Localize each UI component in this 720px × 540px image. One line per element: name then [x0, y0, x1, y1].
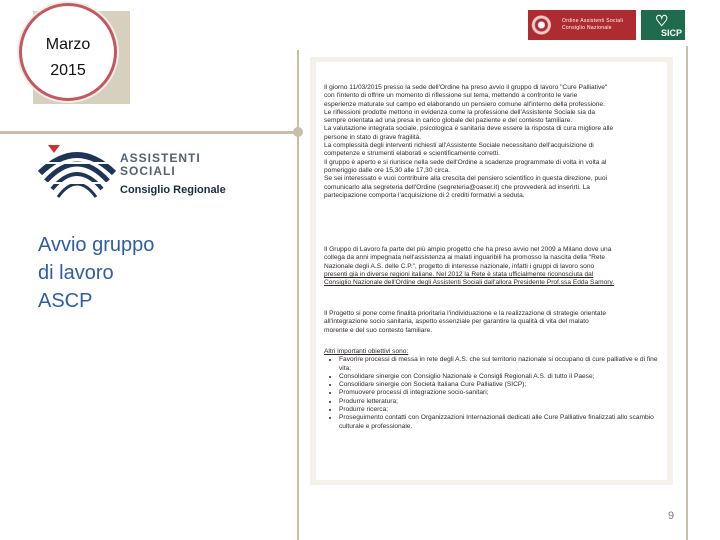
doc-line: comunicarlo alla segreteria dell'Ordine (segreteria@oaser.it) che provvederà ad inserirti. La — [324, 183, 590, 191]
doc-line: collega da anni impegnata nell'assistenza ai malati inguaribili ha promosso la nascita della "Rete — [324, 254, 606, 262]
sicp-mark-icon: ♡ — [655, 13, 669, 30]
doc-line: Il giorno 11/03/2015 presso la sede dell'Ordine ha preso avvio il gruppo di lavoro "Cure Palliative" — [324, 84, 608, 91]
objectives-list — [324, 356, 661, 431]
doc-line: La valutazione integrata sociale, psicologica e sanitaria deve essere la risposta di cura migliore alle — [324, 125, 614, 133]
badge-year: 2015 — [50, 62, 86, 79]
doc-line: presenti già in diverse regioni italiane. Nel 2012 la Rete è stata ufficialmente riconosciuta dal — [324, 270, 594, 278]
document-page — [316, 62, 667, 480]
assistenti-sociali-mark-icon — [38, 143, 116, 201]
paragraph-intro — [324, 84, 661, 200]
list-item: • Produrre letteratura; — [339, 398, 661, 406]
doc-line: persone in stato di grave fragilità. — [324, 133, 422, 141]
objectives-section — [324, 348, 661, 431]
list-item: • Consolidare sinergie con Consiglio Nazionale e Consigli Regionali A.S. di tutto il Paese; — [339, 373, 661, 381]
list-item: • Favorire processi di messa in rete degli A.S. che sul territorio nazionale si occupano di cure palliative e di fine vita; — [339, 356, 661, 373]
doc-line: morente e del suo contesto familiare. — [324, 326, 433, 334]
list-item: • Consolidare sinergie con Società Italiana Cure Palliative (SICP); — [339, 381, 661, 389]
sicp-logo — [641, 10, 685, 40]
title-line: di lavoro — [38, 262, 114, 284]
title-line: ASCP — [38, 290, 93, 312]
doc-line: con l'intento di offrire un momento di riflessione sul tema, mettendo a confronto le varie — [324, 92, 578, 100]
objectives-heading: Altri importanti obiettivi sono: — [324, 348, 409, 355]
paragraph-network — [324, 246, 661, 287]
doc-line: all'integrazione socio sanitaria, aspetto essenziale per garantire la qualità di vita del malato — [324, 318, 589, 326]
title-line: Avvio gruppo — [38, 234, 155, 256]
date-badge — [19, 3, 117, 101]
doc-line: partecipazione comporta l'acquisizione di 2 crediti formativi a seduta. — [324, 191, 525, 199]
doc-line: competenze e strumenti elaborati e scientificamente corretti. — [324, 150, 500, 158]
assistenti-sociali-logo — [38, 143, 240, 201]
page-number: 9 — [668, 510, 675, 522]
doc-line: Nazionale degli A.S. delle C.P.", progetto di interesse nazionale, infatti i gruppi di lavoro sono — [324, 262, 595, 270]
ordine-mark-icon — [531, 12, 557, 38]
as-logo-line1: ASSISTENTI — [120, 151, 201, 165]
doc-line: esperienze maturate sul campo ed elaborando un pensiero comune all'interno della professione. — [324, 100, 605, 108]
vertical-divider — [297, 50, 299, 540]
list-item: • Proseguimento contatti con Organizzazioni Internazionali dedicati alle Cure Palliative finalizzati allo scambio culturale e professionale. — [339, 414, 661, 431]
doc-line: Il Gruppo di Lavoro fa parte del più ampio progetto che ha preso avvio nel 2009 a Milano dove una — [324, 246, 612, 253]
badge-month: Marzo — [45, 36, 91, 53]
ordine-logo-text: Ordine Assistenti Sociali Consiglio Nazionale — [562, 18, 624, 31]
as-logo-line2: SOCIALI — [120, 164, 176, 178]
list-item: • Produrre ricerca; — [339, 406, 661, 414]
list-item: • Promuovere processi di integrazione socio-sanitari; — [339, 389, 661, 397]
doc-line: Il gruppo è aperto e si riunisce nella sede dell'Ordine a scadenze programmate di volta in volta al — [324, 158, 607, 166]
doc-line: La complessità degli interventi richiesti all'Assistente Sociale necessitano dell'acquisizione di — [324, 142, 594, 150]
right-divider — [686, 46, 688, 540]
horizontal-divider — [0, 131, 297, 134]
sicp-logo-text: SICP — [660, 28, 682, 38]
doc-line: sempre orientata ad una presa in carico globale del paziente e del contesto familiare. — [324, 117, 573, 125]
doc-line: Le riflessioni prodotte mettono in evidenza come la professione dell'Assistente Sociale sia da — [324, 108, 596, 116]
ordine-logo — [528, 10, 636, 40]
doc-line: Consiglio Nazionale dell'Ordine degli Assistenti Sociali dall'allora Presidente Prof.ssa Edda Samory. — [324, 279, 615, 287]
doc-line: pomeriggio dalle ore 15,30 alle 17,30 circa. — [324, 166, 451, 174]
doc-line: Il Progetto si pone come finalità prioritaria l'individuazione e la realizzazione di strategie orientate — [324, 310, 607, 317]
doc-line: Se sei interessato e vuoi contribuire alla crescita del pensiero scientifico in questa direzione, puoi — [324, 175, 607, 183]
slide-title — [38, 231, 278, 315]
paragraph-project — [324, 310, 661, 335]
as-logo-line3: Consiglio Regionale — [120, 184, 226, 196]
